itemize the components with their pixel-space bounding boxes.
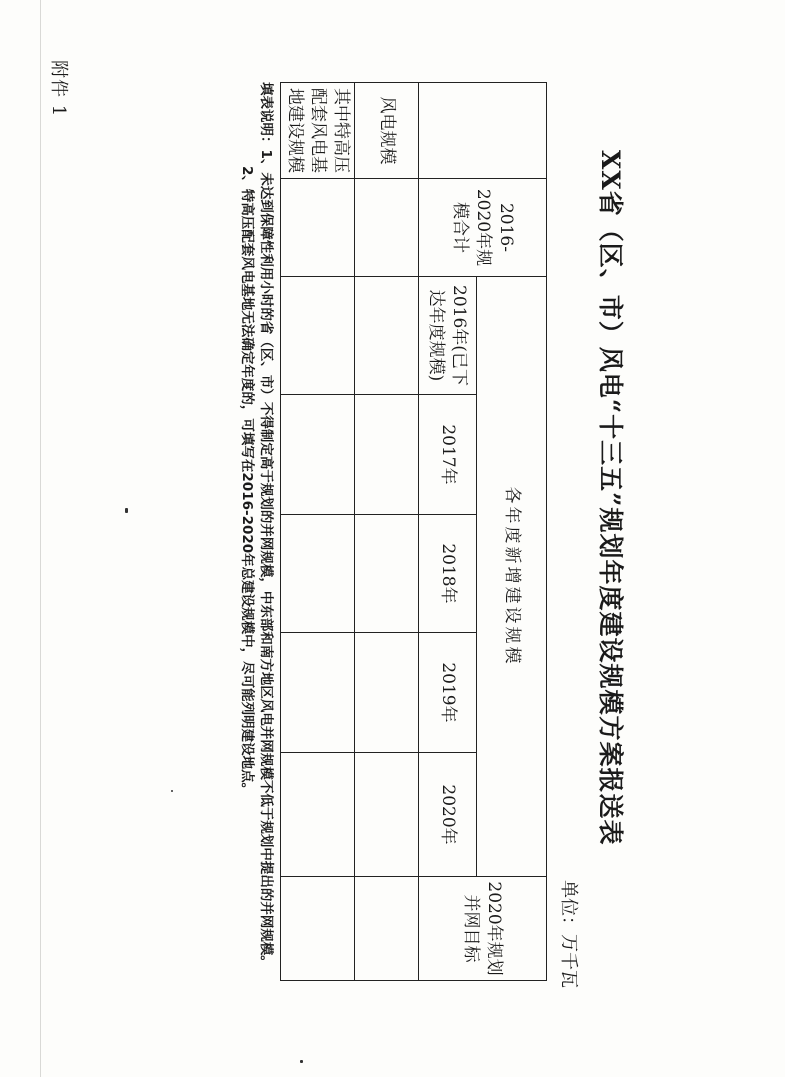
instruction-line-1: 填表说明：1、未达到保障性利用小时的省（区、市）不得制定高于规划的并网规模，中东部和南方地区风电并网规模不低于规划中提出的并网规模。 <box>258 82 274 969</box>
cell-uhv-total <box>281 179 355 277</box>
scan-speck <box>171 790 173 792</box>
cell-wind-total <box>355 179 419 277</box>
instruction-line-2: 2、特高压配套风电基地无法确定年度的，可填写在2016-2020年总建设规模中，尽可能列明建设地点。 <box>239 166 255 797</box>
header-2020: 2020年 <box>419 753 477 877</box>
header-2019: 2019年 <box>419 633 477 753</box>
row-label-uhv: 其中特高压配套风电基地建设规模 <box>281 83 355 179</box>
scale-table <box>280 82 547 981</box>
cell-uhv-2020 <box>281 753 355 877</box>
header-2017: 2017年 <box>419 395 477 515</box>
cell-wind-2019 <box>355 633 419 753</box>
unit-label: 单位： <box>558 880 579 934</box>
annex-label: 附件 1 <box>48 60 69 118</box>
cell-uhv-2018 <box>281 515 355 633</box>
header-annual-group: 各年度新增建设规模 <box>477 277 547 877</box>
header-2016-2020: 2016-2020年规模合计 <box>419 179 547 277</box>
cell-uhv-2016 <box>281 277 355 395</box>
row-label-wind: 风电规模 <box>355 83 419 179</box>
cell-uhv-2017 <box>281 395 355 515</box>
fill-instructions <box>237 82 275 982</box>
unit-value: 万千瓦 <box>558 934 579 988</box>
cell-wind-2017 <box>355 395 419 515</box>
header-2020-target: 2020年规划并网目标 <box>419 877 547 981</box>
cell-wind-2018 <box>355 515 419 633</box>
corner-cell <box>419 83 547 179</box>
header-2018: 2018年 <box>419 515 477 633</box>
scan-speck <box>300 1060 303 1063</box>
page-title: XX省（区、市）风电“十三五”规划年度建设规模方案报送表 <box>596 150 625 846</box>
header-2016: 2016年(已下达年度规模) <box>419 277 477 395</box>
cell-wind-2020 <box>355 753 419 877</box>
scan-speck <box>125 508 128 513</box>
cell-wind-2016 <box>355 277 419 395</box>
cell-uhv-2019 <box>281 633 355 753</box>
unit-note <box>557 880 583 988</box>
cell-wind-target <box>355 877 419 981</box>
cell-uhv-target <box>281 877 355 981</box>
